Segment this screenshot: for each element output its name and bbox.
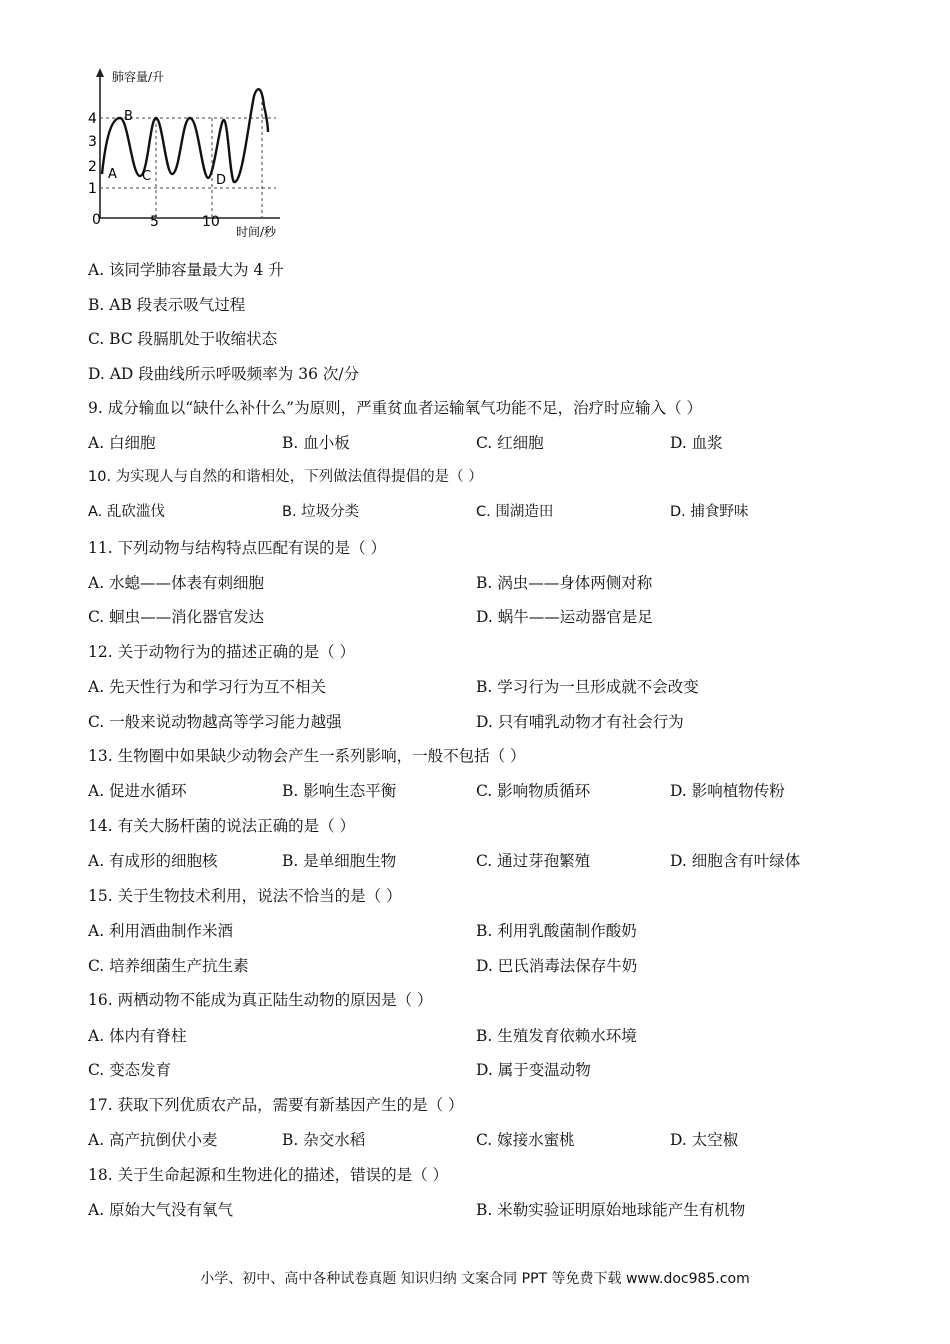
q13-option-c: C. 影响物质循环	[476, 782, 591, 800]
q14-option-b: B. 是单细胞生物	[282, 852, 397, 870]
q12-option-a: A. 先天性行为和学习行为互不相关	[88, 678, 327, 696]
q17-option-c: C. 嫁接水蜜桃	[476, 1131, 575, 1149]
q9-option-c: C. 红细胞	[476, 434, 544, 452]
x-tick-label: 0	[92, 212, 101, 228]
q17-option-a: A. 高产抗倒伏小麦	[88, 1131, 218, 1149]
q8-option-a: A. 该同学肺容量最大为 4 升	[88, 261, 284, 279]
q9-option-d: D. 血浆	[670, 434, 723, 452]
q17-option-d: D. 太空椒	[670, 1131, 739, 1149]
x-tick-label: 5	[150, 214, 159, 230]
q10-option-d: D. 捕食野味	[670, 504, 749, 520]
q9-option-a: A. 白细胞	[88, 434, 156, 452]
q14-option-c: C. 通过芽孢繁殖	[476, 852, 591, 870]
q13-option-b: B. 影响生态平衡	[282, 782, 397, 800]
q15-option-b: B. 利用乳酸菌制作酸奶	[476, 922, 637, 940]
y-axis-label: 肺容量/升	[112, 70, 165, 84]
q12-option-d: D. 只有哺乳动物才有社会行为	[476, 713, 684, 731]
y-tick-label: 3	[88, 134, 97, 150]
lung-volume-chart	[86, 66, 286, 242]
q14-stem: 14. 有关大肠杆菌的说法正确的是（ ）	[88, 817, 356, 835]
footer-text: 小学、初中、高中各种试卷真题 知识归纳 文案合同 PPT 等免费下载 www.doc985.com	[200, 1271, 750, 1287]
q15-option-a: A. 利用酒曲制作米酒	[88, 922, 234, 940]
q11-option-a: A. 水螅——体表有刺细胞	[88, 574, 265, 592]
q11-option-c: C. 蛔虫——消化器官发达	[88, 608, 265, 626]
y-tick-label: 1	[88, 181, 97, 197]
q11-option-b: B. 涡虫——身体两侧对称	[476, 574, 653, 592]
q12-option-b: B. 学习行为一旦形成就不会改变	[476, 678, 699, 696]
point-label-c: C	[142, 169, 152, 184]
y-tick-label: 2	[88, 159, 97, 175]
q11-option-d: D. 蜗牛——运动器官是足	[476, 608, 653, 626]
lung-volume-figure	[86, 66, 286, 242]
q16-option-a: A. 体内有脊柱	[88, 1027, 187, 1045]
q17-option-b: B. 杂交水稻	[282, 1131, 366, 1149]
x-axis-label: 时间/秒	[236, 225, 277, 239]
q10-option-c: C. 围湖造田	[476, 504, 554, 520]
lung-volume-curve	[102, 89, 268, 182]
x-tick-label: 10	[202, 214, 220, 230]
point-label-a: A	[108, 167, 117, 182]
q14-option-d: D. 细胞含有叶绿体	[670, 852, 801, 870]
q17-stem: 17. 获取下列优质农产品，需要有新基因产生的是（ ）	[88, 1096, 464, 1114]
q9-option-b: B. 血小板	[282, 434, 350, 452]
q12-option-c: C. 一般来说动物越高等学习能力越强	[88, 713, 342, 731]
q15-stem: 15. 关于生物技术利用，说法不恰当的是（ ）	[88, 887, 402, 905]
q8-option-d: D. AD 段曲线所示呼吸频率为 36 次/分	[88, 365, 360, 383]
q16-stem: 16. 两栖动物不能成为真正陆生动物的原因是（ ）	[88, 991, 433, 1009]
q13-option-a: A. 促进水循环	[88, 782, 187, 800]
y-tick-label: 4	[88, 111, 97, 127]
point-label-b: B	[124, 109, 133, 124]
q13-stem: 13. 生物圈中如果缺少动物会产生一系列影响，一般不包括（ ）	[88, 747, 526, 765]
point-label-d: D	[216, 173, 227, 188]
q14-option-a: A. 有成形的细胞核	[88, 852, 218, 870]
q18-option-a: A. 原始大气没有氧气	[88, 1201, 234, 1219]
q8-option-b: B. AB 段表示吸气过程	[88, 296, 246, 314]
q11-stem: 11. 下列动物与结构特点匹配有误的是（ ）	[88, 539, 387, 557]
y-axis-arrow	[96, 68, 104, 77]
q18-option-b: B. 米勒实验证明原始地球能产生有机物	[476, 1201, 746, 1219]
q16-option-b: B. 生殖发育依赖水环境	[476, 1027, 637, 1045]
q8-option-c: C. BC 段膈肌处于收缩状态	[88, 330, 278, 348]
q16-option-c: C. 变态发育	[88, 1061, 172, 1079]
q10-option-b: B. 垃圾分类	[282, 504, 360, 520]
q15-option-c: C. 培养细菌生产抗生素	[88, 957, 249, 975]
q9-stem: 9. 成分输血以“缺什么补什么”为原则，严重贫血者运输氧气功能不足，治疗时应输入（ ）	[88, 399, 702, 417]
q16-option-d: D. 属于变温动物	[476, 1061, 591, 1079]
q15-option-d: D. 巴氏消毒法保存牛奶	[476, 957, 638, 975]
q18-stem: 18. 关于生命起源和生物进化的描述，错误的是（ ）	[88, 1166, 449, 1184]
q13-option-d: D. 影响植物传粉	[670, 782, 785, 800]
q12-stem: 12. 关于动物行为的描述正确的是（ ）	[88, 643, 356, 661]
q10-stem: 10. 为实现人与自然的和谐相处，下列做法值得提倡的是（ ）	[88, 469, 483, 485]
q10-option-a: A. 乱砍滥伐	[88, 504, 165, 520]
